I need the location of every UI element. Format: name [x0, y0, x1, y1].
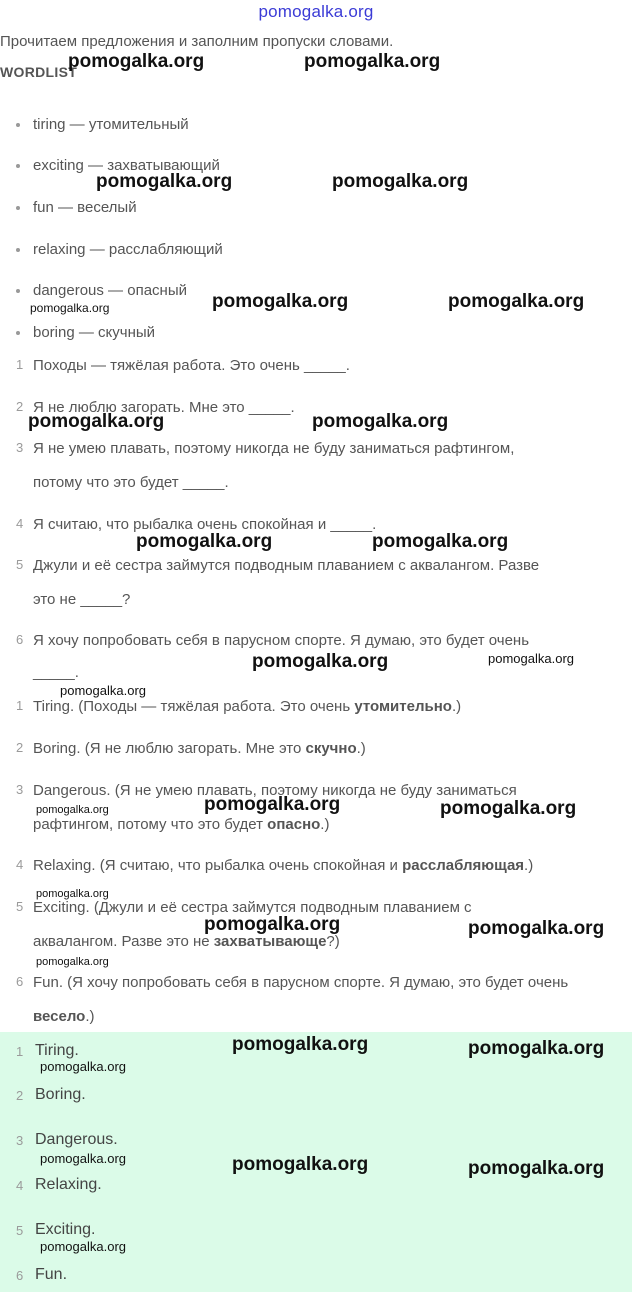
watermark: pomogalka.org [40, 1239, 126, 1254]
watermark: pomogalka.org [468, 1158, 605, 1179]
watermark: pomogalka.org [232, 1154, 369, 1175]
watermark: pomogalka.org [204, 794, 341, 815]
watermark: pomogalka.org [488, 651, 574, 666]
watermark: pomogalka.org [212, 291, 349, 312]
watermark: pomogalka.org [204, 914, 341, 935]
bullet-icon [16, 164, 20, 168]
watermark: pomogalka.org [440, 798, 577, 819]
short-answers-panel: 1 Tiring. 2 Boring. 3 Dangerous. 4 Relaxing. 5 Exciting. 6 Fun. [0, 1032, 632, 1292]
bullet-icon [16, 331, 20, 335]
bullet-icon [16, 248, 20, 252]
watermark: pomogalka.org [468, 1038, 605, 1059]
watermark: pomogalka.org [68, 51, 205, 72]
watermark: pomogalka.org [448, 291, 585, 312]
watermark: pomogalka.org [232, 1034, 369, 1055]
watermark: pomogalka.org [60, 683, 146, 698]
watermark: pomogalka.org [304, 51, 441, 72]
watermark: pomogalka.org [30, 301, 110, 315]
wordlist-title: WORDLIST [0, 64, 78, 80]
watermark: pomogalka.org [40, 1059, 126, 1074]
watermark: pomogalka.org [372, 531, 509, 552]
watermark: pomogalka.org [36, 956, 109, 968]
watermark: pomogalka.org [252, 651, 389, 672]
top-watermark: pomogalka.org [258, 2, 374, 21]
intro-text: Прочитаем предложения и заполним пропуски словами. [0, 33, 394, 50]
watermark: pomogalka.org [36, 888, 109, 900]
watermark: pomogalka.org [468, 918, 605, 939]
watermark: pomogalka.org [96, 171, 233, 192]
watermark: pomogalka.org [332, 171, 469, 192]
watermark: pomogalka.org [312, 411, 449, 432]
watermark: pomogalka.org [136, 531, 273, 552]
bullet-icon [16, 123, 20, 127]
watermark: pomogalka.org [40, 1151, 126, 1166]
watermark: pomogalka.org [36, 804, 109, 816]
bullet-icon [16, 206, 20, 210]
bullet-icon [16, 289, 20, 293]
watermark: pomogalka.org [28, 411, 165, 432]
